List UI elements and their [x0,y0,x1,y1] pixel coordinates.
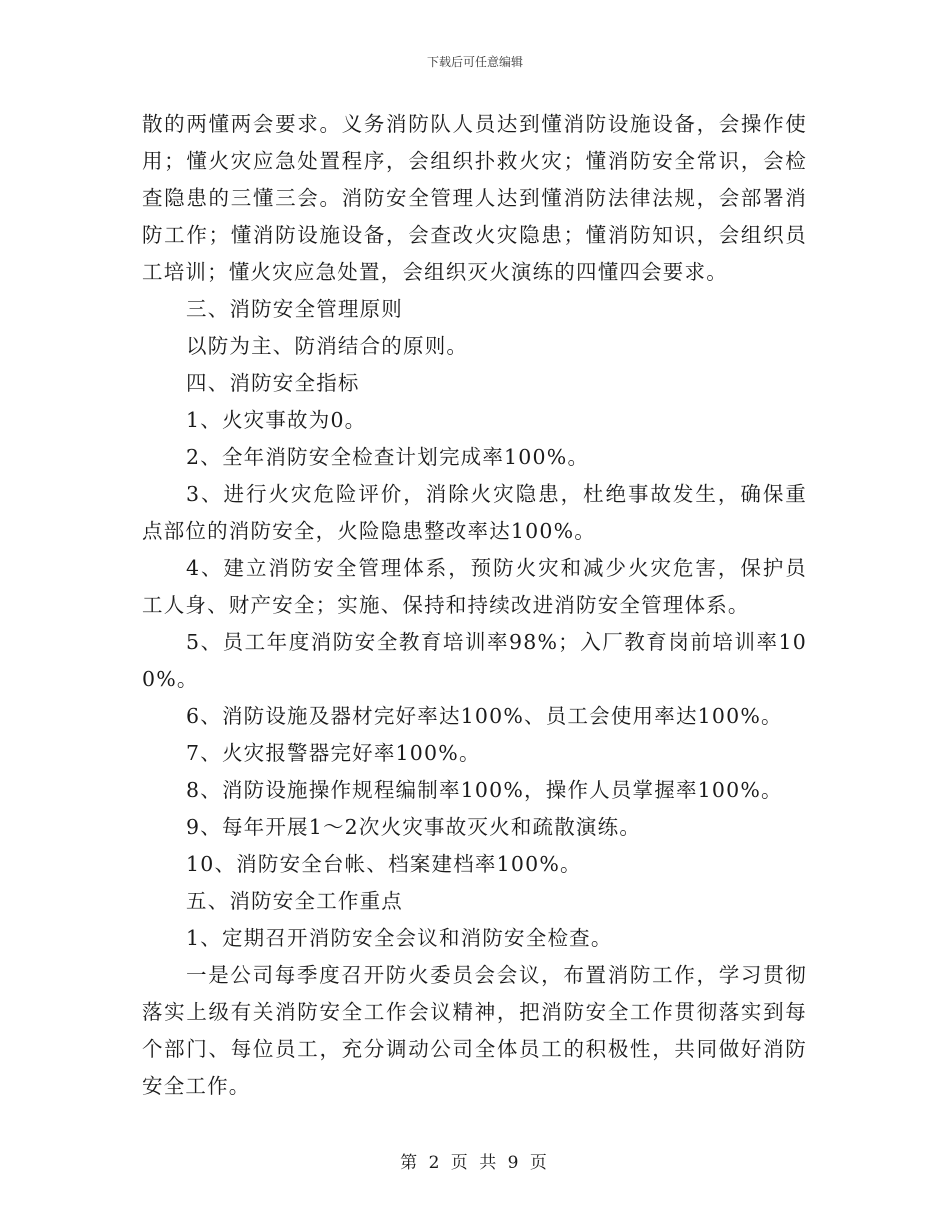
list-item: 1、火灾事故为0。 [186,408,367,432]
list-item: 8、消防设施操作规程编制率100%，操作人员掌握率100%。 [186,778,783,802]
paragraph: 以防为主、防消结合的原则。 [186,334,469,358]
list-item: 7、火灾报警器完好率100%。 [186,741,481,765]
list-item: 4、建立消防安全管理体系，预防火灾和减少火灾危害，保护员工人身、财产安全；实施、保持和持续改进消防安全管理体系。 [142,556,807,617]
document-body [142,106,807,1105]
list-item: 6、消防设施及器材完好率达100%、员工会使用率达100%。 [186,704,783,728]
page-header-note: 下载后可任意编辑 [426,55,523,69]
paragraph: 一是公司每季度召开防火委员会会议，布置消防工作，学习贯彻落实上级有关消防安全工作会议精神，把消防安全工作贯彻落实到每个部门、每位员工，充分调动公司全体员工的积极性，共同做好消防安全工作。 [142,963,807,1098]
list-item: 9、每年开展1～2次火灾事故灭火和疏散演练。 [186,815,642,839]
list-item: 1、定期召开消防安全会议和消防安全检查。 [186,926,613,950]
list-item: 10、消防安全台帐、档案建档率100%。 [186,852,582,876]
section-heading: 五、消防安全工作重点 [186,889,403,913]
paragraph: 散的两懂两会要求。义务消防队人员达到懂消防设施设备，会操作使用；懂火灾应急处置程序，会组织扑救火灾；懂消防安全常识，会检查隐患的三懂三会。消防安全管理人达到懂消防法律法规，会部署消防工作；懂消防设施设备，会查改火灾隐患；懂消防知识，会组织员工培训；懂火灾应急处置，会组织灭火演练的四懂四会要求。 [142,112,807,284]
section-heading: 四、消防安全指标 [186,371,360,395]
list-item: 2、全年消防安全检查计划完成率100%。 [186,445,590,469]
list-item: 3、进行火灾危险评价，消除火灾隐患，杜绝事故发生，确保重点部位的消防安全，火险隐患整改率达100%。 [142,482,807,543]
page-number: 第 2 页 共 9 页 [400,1153,550,1173]
section-heading: 三、消防安全管理原则 [186,297,403,321]
list-item: 5、员工年度消防安全教育培训率98%；入厂教育岗前培训率100%。 [142,630,807,691]
